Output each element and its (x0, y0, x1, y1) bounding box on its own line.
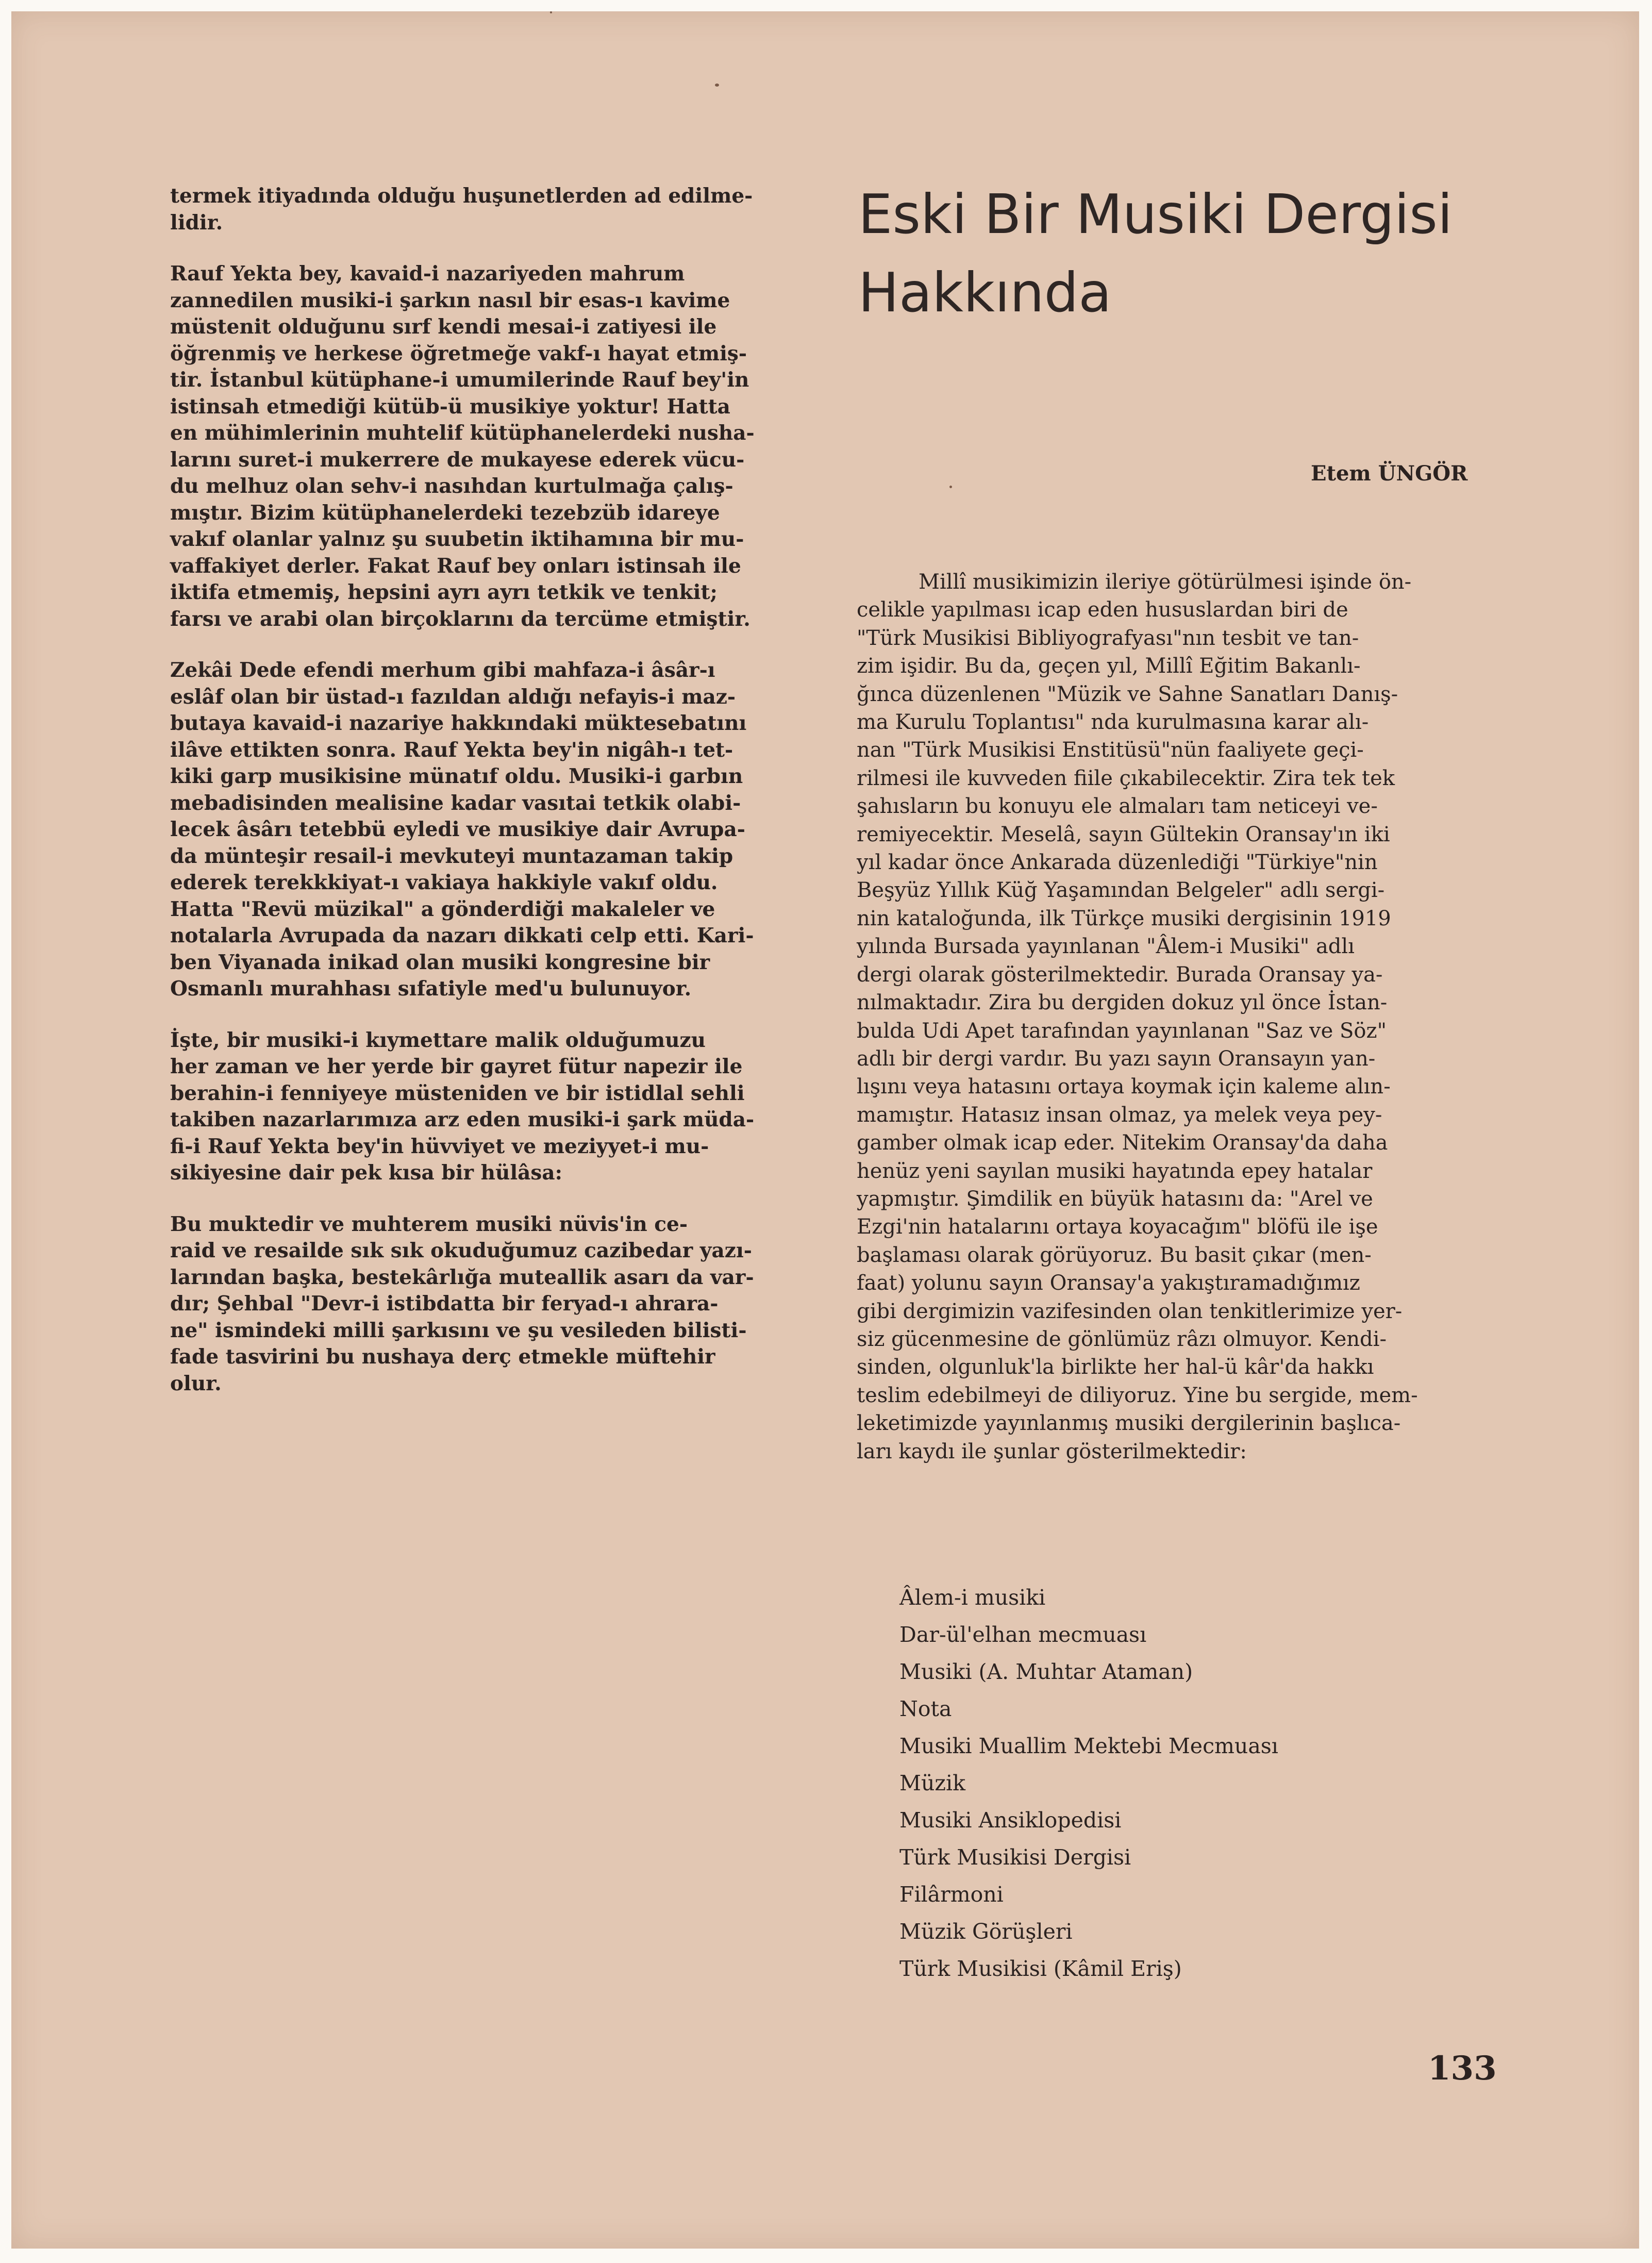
text-line: tir. İstanbul kütüphane-i umumilerinde Rauf bey'in (170, 368, 749, 392)
article-author: Etem ÜNGÖR (1311, 461, 1468, 486)
text-line: lecek âsârı tetebbü eyledi ve musikiye dair Avrupa- (170, 818, 745, 841)
paragraph (170, 1211, 822, 1397)
text-line: şahısların bu konuyu ele almaları tam neticeyi ve- (857, 794, 1378, 819)
text-line: lidir. (170, 210, 223, 235)
journal-list (899, 1579, 1278, 1987)
journal-list-item: Türk Musikisi Dergisi (899, 1845, 1131, 1870)
page-number: 133 (1428, 2049, 1497, 2088)
journal-list-item: Musiki Ansiklopedisi (899, 1808, 1122, 1833)
text-line: farsı ve arabi olan birçoklarını da tercüme etmiştir. (170, 607, 750, 631)
text-line: gibi dergimizin vazifesinden olan tenkitlerimize yer- (857, 1299, 1403, 1323)
journal-list-item: Nota (899, 1696, 952, 1721)
text-line: bulda Udi Apet tarafından yayınlanan "Saz ve Söz" (857, 1019, 1387, 1043)
text-line: İşte, bir musiki-i kıymettare malik olduğumuzu (170, 1028, 706, 1052)
text-line: öğrenmiş ve herkese öğretmeğe vakf-ı hayat etmiş- (170, 341, 747, 365)
text-line: müstenit olduğunu sırf kendi mesai-i zatiyesi ile (170, 315, 717, 339)
text-line: zannedilen musiki-i şarkın nasıl bir esas-ı kavime (170, 288, 730, 312)
text-line: fade tasvirini bu nushaya derç etmekle müftehir (170, 1345, 715, 1369)
text-line: ben Viyanada inikad olan musiki kongresine bir (170, 950, 710, 974)
text-line: termek itiyadında olduğu huşunetlerden ad edilme- (170, 184, 753, 208)
text-line: istinsah etmediği kütüb-ü musikiye yoktur! Hatta (170, 394, 730, 419)
text-line: faat) yolunu sayın Oransay'a yakıştıramadığımız (857, 1271, 1360, 1295)
title-line: Hakkında (858, 261, 1112, 324)
text-line: Ezgi'nin hatalarını ortaya koyacağım" blöfü ile işe (857, 1215, 1378, 1239)
text-line: takiben nazarlarımıza arz eden musiki-i şark müda- (170, 1108, 755, 1132)
paragraph (170, 261, 822, 633)
paragraph (170, 183, 822, 236)
text-line: ma Kurulu Toplantısı" nda kurulmasına karar alı- (857, 710, 1369, 735)
text-line: sinden, olgunluk'la birlikte her hal-ü kâr'da hakkı (857, 1355, 1374, 1379)
text-line: Bu muktedir ve muhterem musiki nüvis'in ce- (170, 1212, 688, 1236)
paper-speck (715, 84, 719, 87)
journal-list-item: Dar-ül'elhan mecmuası (899, 1622, 1147, 1647)
article-body (857, 568, 1516, 1466)
journal-list-item: Musiki (A. Muhtar Ataman) (899, 1659, 1193, 1684)
text-line: larından başka, bestekârlığa muteallik asarı da var- (170, 1265, 754, 1289)
paragraph (170, 657, 822, 1003)
text-line: du melhuz olan sehv-i nasıhdan kurtulmağa çalış- (170, 474, 733, 498)
text-line: nan "Türk Musikisi Enstitüsü"nün faaliyete geçi- (857, 738, 1364, 762)
text-line: dır; Şehbal "Devr-i istibdatta bir feryad-ı ahrara- (170, 1292, 719, 1316)
text-line: berahin-i fenniyeye müsteniden ve bir istidlal sehli (170, 1081, 745, 1105)
text-line: butaya kavaid-i nazariye hakkındaki müktesebatını (170, 711, 747, 735)
text-line: leketimizde yayınlanmış musiki dergilerinin başlıca- (857, 1411, 1401, 1436)
text-line: Osmanlı murahhası sıfatiyle med'u bulunuyor. (170, 977, 692, 1001)
previous-article-column (170, 183, 822, 1422)
text-line: en mühimlerinin muhtelif kütüphanelerdeki nusha- (170, 421, 755, 445)
text-line: Millî musikimizin ileriye götürülmesi işinde ön- (919, 570, 1412, 594)
text-line: siz gücenmesine de gönlümüz râzı olmuyor. Kendi- (857, 1327, 1387, 1351)
text-line: teslim edebilmeyi de diliyoruz. Yine bu sergide, mem- (857, 1383, 1418, 1407)
paragraph (170, 1027, 822, 1187)
text-line: yılında Bursada yayınlanan "Âlem-i Musiki" adlı (857, 935, 1355, 959)
text-line: olur. (170, 1371, 222, 1395)
text-line: iktifa etmemiş, hepsini ayrı ayrı tetkik ve tenkit; (170, 580, 717, 604)
text-line: notalarla Avrupada da nazarı dikkati celp etti. Kari- (170, 924, 754, 947)
text-line: Zekâi Dede efendi merhum gibi mahfaza-i âsâr-ı (170, 658, 715, 682)
text-line: vaffakiyet derler. Fakat Rauf bey onları istinsah ile (170, 554, 741, 578)
text-line: henüz yeni sayılan musiki hayatında epey hatalar (857, 1159, 1373, 1183)
text-line: yapmıştır. Şimdilik en büyük hatasını da: "Arel ve (857, 1187, 1373, 1211)
journal-list-item: Âlem-i musiki (899, 1585, 1046, 1610)
text-line: lışını veya hatasını ortaya koymak için kaleme alın- (857, 1075, 1391, 1099)
text-line: mamıştır. Hatasız insan olmaz, ya melek veya pey- (857, 1103, 1382, 1127)
text-line: mıştır. Bizim kütüphanelerdeki tezebzüb idareye (170, 501, 720, 525)
text-line: rilmesi ile kuvveden fiile çıkabilecektir. Zira tek tek (857, 766, 1395, 790)
text-line: nin kataloğunda, ilk Türkçe musiki dergisinin 1919 (857, 906, 1391, 930)
text-line: Hatta "Revü müzikal" a gönderdiği makaleler ve (170, 897, 715, 921)
text-line: dergi olarak gösterilmektedir. Burada Oransay ya- (857, 962, 1383, 987)
journal-list-item: Musiki Muallim Mektebi Mecmuası (899, 1734, 1278, 1758)
text-line: nılmaktadır. Zira bu dergiden dokuz yıl önce İstan- (857, 991, 1388, 1015)
text-line: zim işidir. Bu da, geçen yıl, Millî Eğitim Bakanlı- (857, 654, 1361, 678)
paper-speck (949, 486, 952, 488)
text-line: fi-i Rauf Yekta bey'in hüvviyet ve meziyyet-i mu- (170, 1134, 709, 1158)
text-line: "Türk Musikisi Bibliyografyası"nın tesbit ve tan- (857, 626, 1359, 650)
text-line: ilâve ettikten sonra. Rauf Yekta bey'in nigâh-ı tet- (170, 738, 733, 762)
text-line: da münteşir resail-i mevkuteyi muntazaman takip (170, 844, 733, 868)
article-title (858, 175, 1528, 332)
text-line: ederek terekkkiyat-ı vakiaya hakkiyle vakıf oldu. (170, 871, 718, 894)
text-line: mebadisinden mealisine kadar vasıtai tetkik olabi- (170, 791, 741, 815)
text-line: kiki garp musikisine münatıf oldu. Musiki-i garbın (170, 764, 743, 788)
text-line: gamber olmak icap eder. Nitekim Oransay'da daha (857, 1131, 1388, 1155)
text-line: sikiyesine dair pek kısa bir hülâsa: (170, 1161, 563, 1185)
journal-list-item: Müzik Görüşleri (899, 1919, 1073, 1944)
text-line: adlı bir dergi vardır. Bu yazı sayın Oransayın yan- (857, 1046, 1376, 1071)
paper-speck (550, 11, 552, 13)
text-line: Beşyüz Yıllık Küğ Yaşamından Belgeler" adlı sergi- (857, 878, 1385, 903)
text-line: ğınca düzenlenen "Müzik ve Sahne Sanatları Danış- (857, 682, 1398, 706)
text-line: Rauf Yekta bey, kavaid-i nazariyeden mahrum (170, 262, 685, 286)
text-line: başlaması olarak görüyoruz. Bu basit çıkar (men- (857, 1243, 1372, 1267)
text-line: larını suret-i mukerrere de mukayese ederek vücu- (170, 447, 745, 472)
text-line: celikle yapılması icap eden hususlardan biri de (857, 598, 1348, 622)
text-line: raid ve resailde sık sık okuduğumuz cazibedar yazı- (170, 1239, 752, 1262)
text-line: eslâf olan bir üstad-ı fazıldan aldığı nefayis-i maz- (170, 685, 736, 709)
text-line: ne" ismindeki milli şarkısını ve şu vesileden bilisti- (170, 1318, 747, 1342)
text-line: vakıf olanlar yalnız şu suubetin iktihamına bir mu- (170, 527, 744, 551)
text-line: yıl kadar önce Ankarada düzenlediği "Türkiye"nin (857, 851, 1378, 875)
journal-list-item: Türk Musikisi (Kâmil Eriş) (899, 1956, 1182, 1981)
journal-list-item: Filârmoni (899, 1882, 1004, 1907)
text-line: remiyecektir. Meselâ, sayın Gültekin Oransay'ın iki (857, 822, 1390, 846)
journal-list-item: Müzik (899, 1771, 965, 1795)
text-line: ları kaydı ile şunlar gösterilmektedir: (857, 1439, 1247, 1463)
title-line: Eski Bir Musiki Dergisi (858, 183, 1453, 246)
text-line: her zaman ve her yerde bir gayret fütur napezir ile (170, 1055, 743, 1078)
